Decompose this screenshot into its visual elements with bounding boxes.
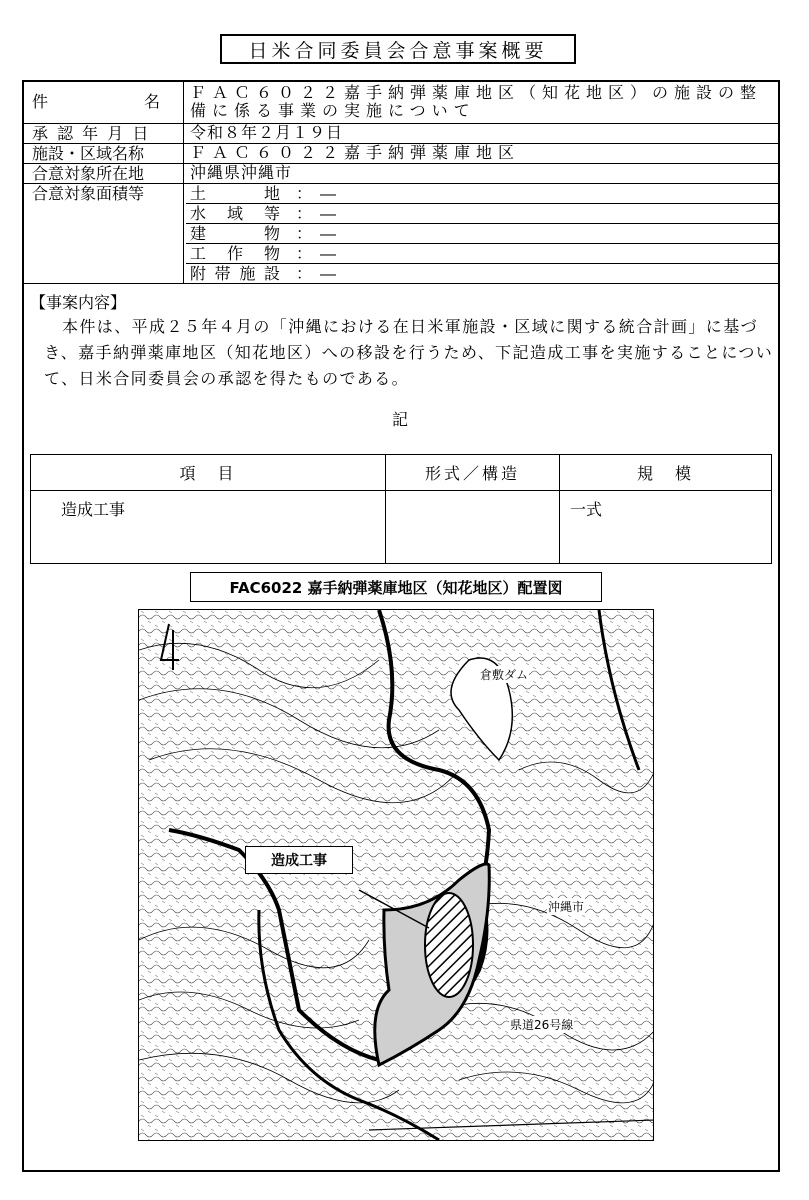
summary-frame [22, 80, 780, 1172]
location-row [24, 164, 778, 184]
approval-row [24, 124, 778, 144]
document-title: 日米合同委員会合意事案概要 [220, 34, 576, 64]
spec-header-item: 項 目 [31, 455, 386, 490]
content-heading: 【事案内容】 [30, 293, 127, 312]
facility-label: 施設・区域名称 [24, 144, 184, 163]
spec-header-scale: 規 模 [636, 464, 694, 483]
construction-label: 造成工事 [245, 846, 353, 874]
spec-header-row [31, 455, 771, 491]
location-label: 合意対象所在地 [24, 164, 184, 183]
content-paragraph: 本件は、平成２５年４月の「沖縄における在日米軍施設・区域に関する統合計画」に基づき、嘉手納弾薬庫地区（知花地区）への移設を行うため、下記造成工事を実施することについて、日米合同委員会の承認を得たものである。 [44, 317, 774, 388]
approval-label: 承 認 年 月 日 [24, 124, 184, 143]
table-row [31, 491, 771, 563]
area-value: ： ― [296, 204, 337, 223]
spec-table [30, 454, 772, 564]
area-row [24, 184, 778, 284]
area-item [186, 224, 778, 244]
area-key: 土 地 [190, 184, 280, 203]
area-key: 工 作 物 [190, 244, 280, 263]
place-label: 沖縄市 [548, 900, 585, 914]
subject-label: 件 名 [24, 82, 184, 123]
subject-value: ＦＡＣ６０２２嘉手納弾薬庫地区（知花地区）の施設の整備に係る事業の実施について [190, 83, 763, 120]
area-value: ： ― [296, 224, 337, 243]
area-value: ： ― [296, 264, 337, 283]
spec-cell-scale: 一式 [570, 500, 603, 519]
subject-row [24, 82, 778, 124]
ki-marker: 記 [392, 410, 409, 429]
place-label: 倉敷ダム [480, 668, 529, 682]
construction-zone [425, 893, 473, 997]
map-drawing [139, 610, 654, 1141]
area-item [186, 184, 778, 204]
area-key: 附帯施設 [190, 264, 280, 283]
spec-cell-form [386, 491, 560, 563]
map-title: FAC6022 嘉手納弾薬庫地区（知花地区）配置図 [190, 572, 602, 602]
facility-value: ＦＡＣ６０２２嘉手納弾薬庫地区 [190, 143, 521, 162]
area-label: 合意対象面積等 [24, 184, 184, 283]
place-label: 県道26号線 [510, 1018, 574, 1032]
area-value: ： ― [296, 184, 337, 203]
area-item [186, 264, 778, 284]
area-key: 水 域 等 [190, 204, 280, 223]
facility-row [24, 144, 778, 164]
area-item [186, 204, 778, 224]
spec-cell-item: 造成工事 [31, 491, 386, 563]
area-value: ： ― [296, 244, 337, 263]
area-item [186, 244, 778, 264]
site-map [138, 609, 654, 1141]
approval-value: 令和８年２月１９日 [190, 123, 344, 142]
location-value: 沖縄県沖縄市 [190, 163, 293, 182]
spec-header-form: 形式／構造 [386, 455, 560, 490]
area-key: 建 物 [190, 224, 280, 243]
